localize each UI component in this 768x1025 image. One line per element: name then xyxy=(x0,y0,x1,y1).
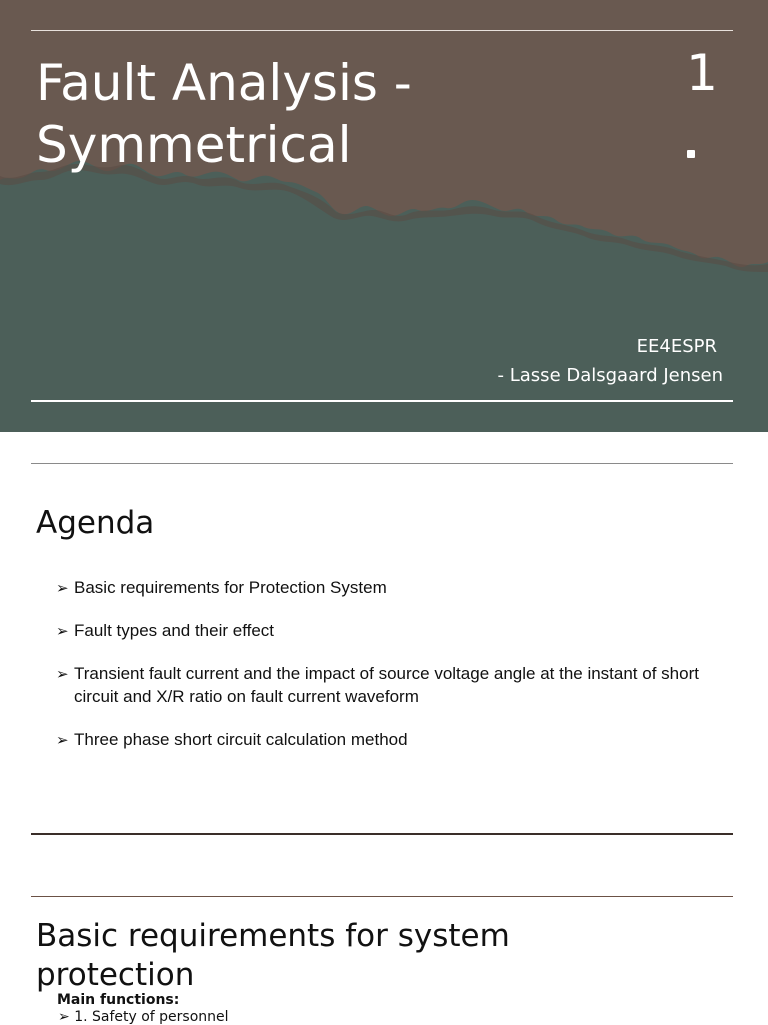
arrow-bullet-icon: ➢ xyxy=(56,623,69,640)
course-code: EE4ESPR xyxy=(636,336,717,357)
slide-number: 1 xyxy=(686,44,718,102)
requirements-heading: Basic requirements for system protection xyxy=(36,918,510,993)
arrow-bullet-icon: ➢ xyxy=(58,1009,70,1025)
agenda-slide xyxy=(0,432,768,864)
bottom-rule xyxy=(31,833,733,835)
agenda-item-text: Transient fault current and the impact of source voltage angle at the instant of short circuit and X/R ratio on fault current waveform xyxy=(74,664,699,706)
main-functions-label: Main functions: xyxy=(57,992,180,1008)
author-name: - Lasse Dalsgaard Jensen xyxy=(497,365,723,386)
title-slide xyxy=(0,0,768,432)
agenda-item-text: Basic requirements for Protection System xyxy=(74,578,387,597)
slide-subtitle xyxy=(498,332,723,390)
requirements-slide xyxy=(0,864,768,1024)
agenda-item-text: Fault types and their effect xyxy=(74,621,275,640)
agenda-heading: Agenda xyxy=(36,505,155,541)
slide-title: Fault Analysis - Symmetrical xyxy=(36,54,412,174)
top-rule xyxy=(31,896,733,897)
function-item-text: 1. Safety of personnel xyxy=(74,1009,229,1025)
list-item xyxy=(56,662,706,708)
agenda-list xyxy=(56,576,706,771)
list-item xyxy=(56,619,706,642)
list-item xyxy=(58,1009,229,1025)
arrow-bullet-icon: ➢ xyxy=(56,580,69,597)
top-rule xyxy=(31,30,733,31)
top-rule xyxy=(31,463,733,464)
slide-number-dot xyxy=(687,150,695,158)
list-item xyxy=(56,576,706,599)
agenda-item-text: Three phase short circuit calculation method xyxy=(74,730,408,749)
arrow-bullet-icon: ➢ xyxy=(56,666,69,683)
arrow-bullet-icon: ➢ xyxy=(56,732,69,749)
bottom-rule xyxy=(31,400,733,402)
list-item xyxy=(56,728,706,751)
